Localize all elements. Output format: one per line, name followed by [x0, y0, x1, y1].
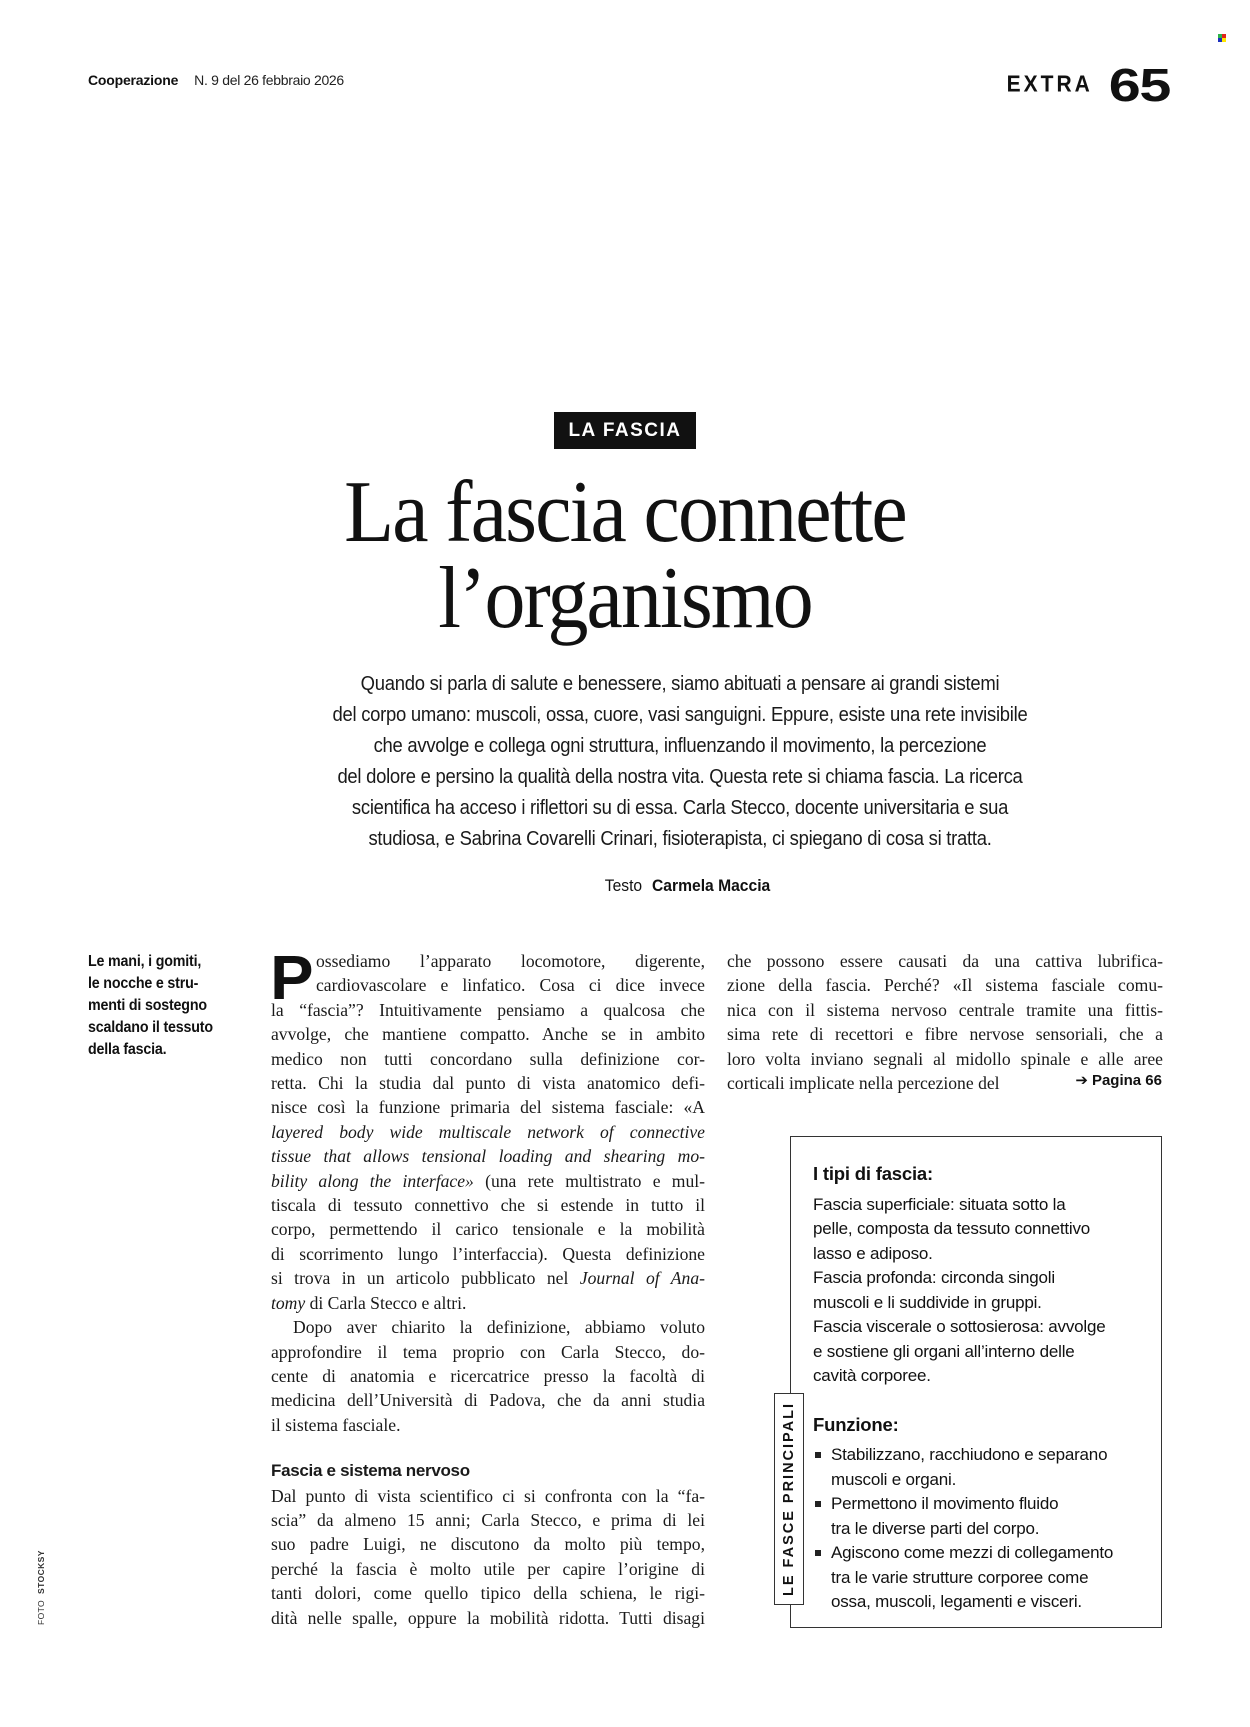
body-line: Dopo aver chiarito la definizione, abbiamo voluto — [293, 1317, 705, 1338]
body-line: perché la fascia è molto utile per capire l’origine di — [271, 1558, 705, 1579]
types-line: Fascia profonda: circonda singoli — [813, 1268, 1055, 1287]
translation-start: (una rete multistrato e mul- — [473, 1170, 705, 1191]
body-line: approfondire il tema proprio con Carla Stecco, do- — [271, 1341, 705, 1362]
body-line: che possono essere causati da una cattiva lubrifica- — [727, 951, 1163, 971]
body-line: nisce così la funzione primaria del sistema fasciale: «A — [271, 1097, 705, 1118]
issue-date: N. 9 del 26 febbraio 2026 — [194, 72, 344, 88]
info-box-tab-label: LE FASCE PRINCIPALI — [781, 1401, 797, 1597]
photo-caption — [88, 951, 244, 1061]
types-line: cavità corporee. — [813, 1366, 931, 1385]
byline — [55, 876, 1250, 896]
body-line: scia” da almeno 15 anni; Carla Stecco, e prima di lei — [271, 1509, 705, 1530]
function-heading: Funzione: — [813, 1413, 899, 1435]
standfirst-line: scientifica ha acceso i riflettori su di essa. Carla Stecco, docente universitaria e sua — [351, 796, 1009, 819]
author-name: Carmela Maccia — [652, 876, 771, 895]
section-label: EXTRA — [1006, 71, 1093, 98]
body-line: medico non tutti concordano sulla definizione cor- — [271, 1048, 705, 1069]
body-line-quote: tissue that allows tensional loading and shearing mo- — [271, 1146, 705, 1167]
body-line: avvolge, che mantiene compatto. Anche se in ambito — [271, 1024, 705, 1045]
body-line: la “fascia”? Intuitivamente pensiamo a qualcosa che — [271, 999, 705, 1020]
caption-line: le nocche e stru- — [88, 975, 199, 992]
kicker-label: LA FASCIA — [554, 412, 695, 449]
print-color-mark-icon — [1218, 34, 1226, 42]
body-line: nica con il sistema nervoso centrale tramite una fittis- — [727, 999, 1163, 1020]
page-number: 65 — [1108, 59, 1170, 111]
body-line: di scorrimento lungo l’interfaccia). Questa definizione — [271, 1243, 705, 1264]
byline-label: Testo — [604, 876, 643, 895]
info-box-tab — [774, 1393, 804, 1605]
drop-cap-letter: P — [270, 944, 314, 1013]
body-line: tiscala di tessuto connettivo che si estende in tutto il — [271, 1195, 705, 1216]
body-line: Dal punto di vista scientifico ci si confronta con la “fa- — [271, 1485, 705, 1506]
info-box-content — [813, 1162, 1158, 1615]
arrow-right-icon: ➔ — [1075, 1072, 1088, 1089]
body-line: dità nelle spalle, oppure la mobilità ridotta. Tutti disagi — [271, 1607, 705, 1628]
body-line: suo padre Luigi, ne discutono da molto più tempo, — [271, 1534, 705, 1555]
photo-credit-source: STOCKSY — [36, 1550, 46, 1594]
caption-line: menti di sostegno — [88, 997, 207, 1014]
types-line: lasso e adiposo. — [813, 1243, 933, 1263]
types-line: muscoli e li suddivide in gruppi. — [813, 1292, 1042, 1312]
body-line: ossediamo l’apparato locomotore, digerente, — [316, 951, 705, 971]
text-run: si trova in un articolo pubblicato nel — [271, 1268, 580, 1289]
function-item-line: Stabilizzano, racchiudono e separano — [831, 1445, 1108, 1464]
function-item-line: muscoli e organi. — [831, 1469, 957, 1489]
types-line: pelle, composta da tessuto connettivo — [813, 1219, 1091, 1238]
body-line-mixed — [271, 1291, 705, 1315]
caption-line: scaldano il tessuto — [88, 1019, 213, 1036]
standfirst-line: del corpo umano: muscoli, ossa, cuore, vasi sanguigni. Eppure, esiste una rete invisibile — [332, 703, 1028, 726]
body-line: tanti dolori, come quello tipico della schiena, le rigi- — [271, 1583, 705, 1604]
body-line-quote: layered body wide multiscale network of connective — [271, 1121, 705, 1142]
body-line-mixed — [271, 1169, 705, 1193]
function-item — [813, 1541, 1158, 1615]
function-item-line: ossa, muscoli, legamenti e visceri. — [831, 1592, 1082, 1611]
standfirst-line: del dolore e persino la qualità della nostra vita. Questa rete si chiama fascia. La ricerca — [337, 765, 1023, 788]
function-item — [813, 1492, 1158, 1541]
photo-credit — [36, 1550, 46, 1625]
function-item-line: Agiscono come mezzi di collegamento — [831, 1543, 1114, 1562]
body-line: cente di anatomia e ricercatrice presso la facoltà di — [271, 1365, 705, 1386]
body-line: retta. Chi la studia dal punto di vista anatomico defi- — [271, 1073, 705, 1094]
continue-link[interactable] — [1075, 1071, 1162, 1089]
body-line: cardiovascolare e linfatico. Cosa ci dice invece — [316, 975, 705, 996]
body-line-mixed — [271, 1266, 705, 1290]
standfirst-line: studiosa, e Sabrina Covarelli Crinari, fisioterapista, ci spiegano di cosa si tratta. — [368, 827, 992, 850]
subheading: Fascia e sistema nervoso — [271, 1461, 470, 1481]
publication-name: Cooperazione — [88, 72, 179, 88]
body-line: medicina dell’Università di Padova, che da anni studia — [271, 1390, 705, 1411]
standfirst-line: che avvolge e collega ogni struttura, influenzando il movimento, la percezione — [373, 734, 987, 757]
function-item — [813, 1443, 1158, 1492]
standfirst — [217, 668, 1144, 854]
function-item-line: tra le diverse parti del corpo. — [831, 1518, 1040, 1538]
standfirst-line: Quando si parla di salute e benessere, siamo abituati a pensare ai grandi sistemi — [360, 672, 1000, 695]
photo-credit-label: FOTO — [36, 1599, 46, 1625]
function-item-line: Permettono il movimento fluido — [831, 1494, 1059, 1513]
quote-end: bility along the interface» — [271, 1170, 474, 1191]
section-folio — [1006, 59, 1170, 111]
body-line: corpo, permettendo il carico tensionale e la mobilità — [271, 1219, 705, 1240]
body-line: loro volta inviano segnali al midollo spinale e alle aree — [727, 1048, 1163, 1069]
types-line: e sostiene gli organi all’interno delle — [813, 1341, 1075, 1361]
article-title — [44, 464, 1207, 647]
body-line: corticali implicate nella percezione del — [727, 1073, 1000, 1094]
kicker-container — [0, 412, 1250, 449]
continue-page-label: Pagina 66 — [1091, 1072, 1162, 1089]
function-list — [813, 1443, 1158, 1615]
caption-line: della fascia. — [88, 1041, 167, 1058]
types-heading: I tipi di fascia: — [813, 1163, 933, 1184]
caption-line: Le mani, i gomiti, — [88, 953, 202, 970]
title-line: l’organismo — [438, 550, 812, 647]
body-line: sima rete di recettori e fibre nervose sensoriali, che a — [727, 1024, 1163, 1045]
types-line: Fascia viscerale o sottosierosa: avvolge — [813, 1317, 1106, 1336]
text-run: di Carla Stecco e altri. — [305, 1292, 467, 1313]
running-header — [88, 72, 344, 88]
body-column-1 — [270, 944, 705, 1630]
function-item-line: tra le varie strutture corporee come — [831, 1567, 1089, 1587]
body-line: il sistema fasciale. — [271, 1414, 401, 1435]
types-line: Fascia superficiale: situata sotto la — [813, 1194, 1066, 1214]
journal-name: tomy — [271, 1292, 306, 1313]
body-line: zione della fascia. Perché? «Il sistema fasciale comu- — [727, 975, 1163, 996]
journal-name: Journal of Ana- — [579, 1268, 705, 1289]
title-line: La fascia connette — [344, 464, 906, 561]
